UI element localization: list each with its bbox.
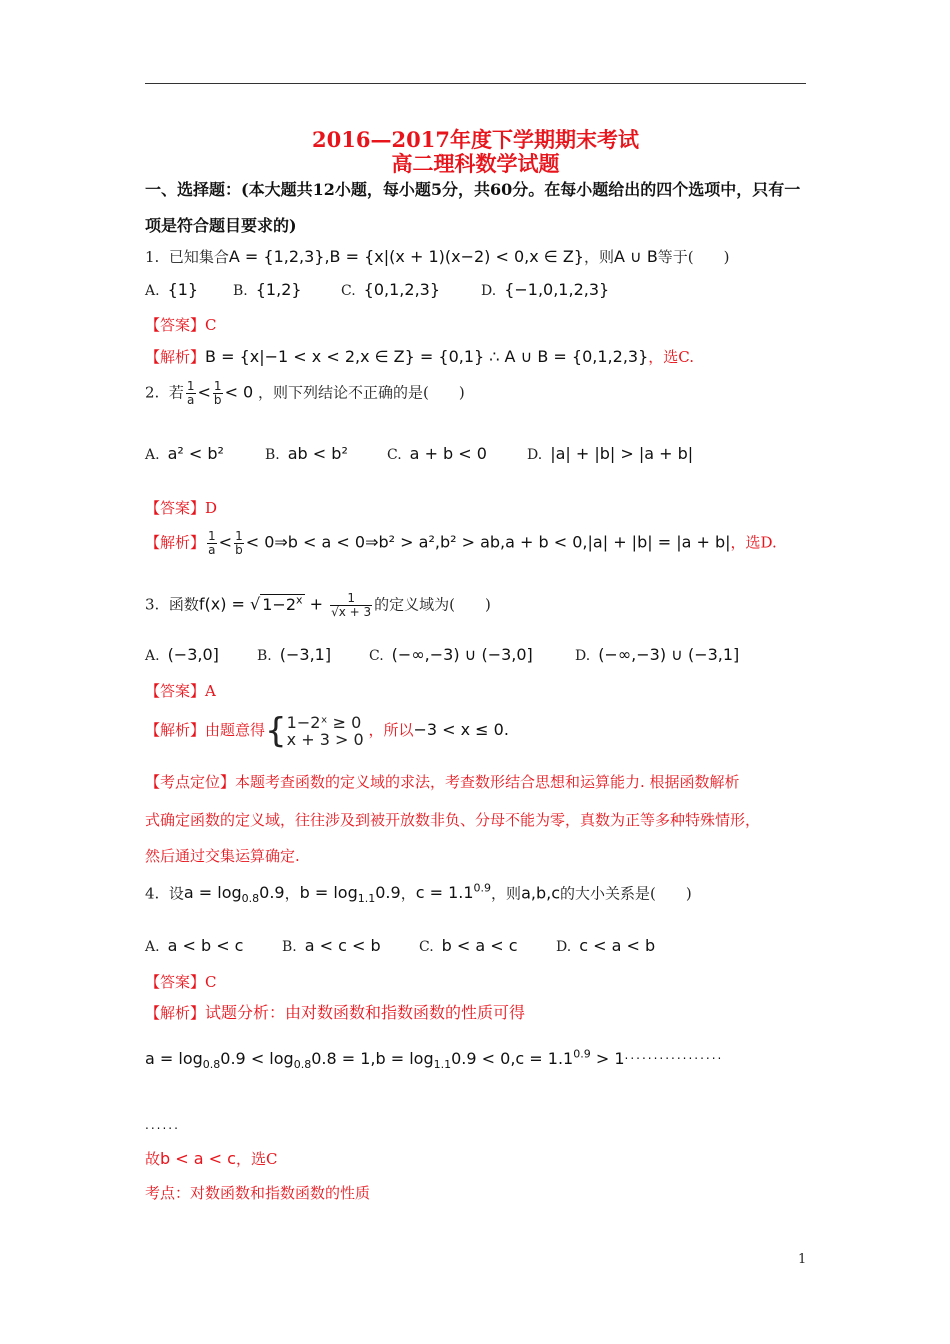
options-row bbox=[145, 936, 655, 955]
option-b bbox=[233, 280, 341, 299]
exam-title: 2016—2017年度下学期期末考试 bbox=[312, 127, 639, 152]
answer-3 bbox=[145, 680, 216, 701]
analysis-tag: 【解析】 bbox=[145, 1004, 206, 1022]
option-text: ab < b² bbox=[287, 444, 348, 463]
option-label: A. bbox=[145, 283, 160, 299]
option-text: a² < b² bbox=[167, 444, 224, 463]
option-text: b < a < c bbox=[441, 936, 518, 955]
options-row bbox=[145, 444, 693, 463]
analysis-3 bbox=[145, 711, 509, 751]
option-d bbox=[481, 280, 609, 299]
set-definition: A = {1,2,3},B = {x|(x + 1)(x−2) < 0,x ∈ Z} bbox=[228, 247, 584, 266]
analysis-end: ，选D. bbox=[730, 533, 777, 552]
analysis-text: ，所以 bbox=[368, 721, 414, 739]
kaodian-1 bbox=[145, 771, 740, 792]
question-text: 等于( ) bbox=[657, 248, 730, 266]
answer-tag: 【答案】 bbox=[145, 499, 206, 517]
fraction-1-over-sqrt: $\frac{1}{√x + 3}$ bbox=[331, 591, 372, 619]
option-label: A. bbox=[145, 939, 160, 955]
options-row bbox=[145, 280, 609, 299]
question-number: 2. bbox=[145, 383, 160, 402]
option-text: (−3,0] bbox=[167, 645, 219, 664]
inequality-system bbox=[287, 714, 364, 748]
kaodian-tag: 【考点定位】 bbox=[145, 773, 236, 791]
question-text: ，则 bbox=[583, 248, 614, 266]
fraction-1-over-b: $\frac{1}{b}$ bbox=[213, 379, 222, 407]
option-text: {0,1,2,3} bbox=[363, 280, 441, 299]
conclusion-text: 故 bbox=[145, 1150, 161, 1168]
option-label: B. bbox=[257, 648, 272, 664]
system-line: x + 3 > 0 bbox=[286, 730, 364, 749]
option-text: a < c < b bbox=[304, 936, 381, 955]
question-text: ，则 bbox=[491, 884, 522, 903]
dot-leader: ................. bbox=[624, 1048, 724, 1062]
option-label: A. bbox=[145, 648, 160, 664]
option-text: c < a < b bbox=[579, 936, 656, 955]
answer-value: C bbox=[205, 316, 217, 334]
question-2: 2. 若 $\frac{1}{a}$ < $\frac{1}{b}$ < 0 ，则下列结论不正确的是( ) bbox=[145, 379, 465, 407]
question-number: 3. bbox=[145, 595, 160, 614]
option-b bbox=[257, 645, 369, 664]
header-rule bbox=[145, 83, 806, 84]
dot-leader-cont: ...... bbox=[145, 1118, 180, 1132]
answer-1 bbox=[145, 314, 217, 335]
option-label: C. bbox=[419, 939, 434, 955]
question-text: 已知集合 bbox=[168, 248, 229, 266]
analysis-tag: 【解析】 bbox=[145, 533, 206, 552]
brace-symbol: { bbox=[265, 711, 287, 751]
option-d bbox=[556, 936, 655, 955]
question-number: 4. bbox=[145, 884, 160, 903]
union-expression: A ∪ B bbox=[613, 247, 658, 266]
option-a bbox=[145, 280, 233, 299]
question-text: ，则下列结论不正确的是( ) bbox=[258, 383, 465, 402]
value-c: $c = 1.1^{0.9}$ bbox=[415, 882, 492, 903]
option-label: C. bbox=[369, 648, 384, 664]
question-1 bbox=[145, 246, 730, 267]
option-label: C. bbox=[387, 447, 402, 463]
option-c bbox=[419, 936, 556, 955]
option-label: B. bbox=[265, 447, 280, 463]
analysis-text: 由题意得 bbox=[205, 721, 266, 739]
question-text: 若 bbox=[168, 383, 184, 402]
analysis-end: ，选C. bbox=[648, 348, 694, 366]
analysis-text: < 0⇒b < a < 0⇒b² > a²,b² > ab,a + b < 0,|a| + |b| = |a + b| bbox=[245, 532, 731, 552]
section-heading: 一、选择题：(本大题共12小题，每小题5分，共60分。在每小题给出的四个选项中，只有一 bbox=[145, 180, 801, 199]
conclusion-text: ，选C bbox=[235, 1150, 278, 1168]
value-a: $a = \log_{0.8}0.9$ bbox=[183, 883, 285, 906]
analysis-text: B = {x|−1 < x < 2,x ∈ Z} = {0,1} ∴ A ∪ B = {0,1,2,3} bbox=[205, 347, 649, 366]
value-b: $b = \log_{1.1}0.9$ bbox=[299, 883, 401, 906]
question-text: 的定义域为( ) bbox=[374, 595, 491, 614]
option-text: a < b < c bbox=[167, 936, 244, 955]
option-label: B. bbox=[282, 939, 297, 955]
option-label: D. bbox=[481, 283, 497, 299]
conclusion bbox=[145, 1148, 277, 1169]
analysis-1 bbox=[145, 346, 694, 367]
option-d bbox=[527, 444, 693, 463]
answer-value: C bbox=[205, 973, 217, 991]
option-b bbox=[265, 444, 387, 463]
option-text: {1} bbox=[167, 280, 199, 299]
option-c bbox=[369, 645, 575, 664]
question-text: 函数 bbox=[168, 595, 199, 614]
option-a bbox=[145, 936, 282, 955]
fraction-1-over-a: $\frac{1}{a}$ bbox=[208, 529, 216, 557]
answer-value: D bbox=[205, 499, 218, 517]
option-label: D. bbox=[575, 648, 591, 664]
option-text: |a| + |b| > |a + b| bbox=[550, 444, 694, 463]
option-text: (−∞,−3) ∪ (−3,0] bbox=[391, 645, 533, 664]
option-text: a + b < 0 bbox=[409, 444, 487, 463]
option-label: D. bbox=[556, 939, 572, 955]
analysis-4 bbox=[145, 1000, 525, 1023]
fraction-1-over-b: $\frac{1}{b}$ bbox=[235, 529, 243, 557]
option-text: (−∞,−3) ∪ (−3,1] bbox=[598, 645, 740, 664]
option-a bbox=[145, 444, 265, 463]
page-number: 1 bbox=[798, 1252, 807, 1267]
question-text: 的大小关系是( ) bbox=[560, 884, 692, 903]
option-label: B. bbox=[233, 283, 248, 299]
option-label: A. bbox=[145, 447, 160, 463]
analysis-tag: 【解析】 bbox=[145, 721, 206, 739]
option-c bbox=[341, 280, 481, 299]
question-number: 1. bbox=[145, 248, 160, 266]
fraction-1-over-a: $\frac{1}{a}$ bbox=[186, 379, 195, 407]
analysis-2: 【解析】 $\frac{1}{a}$ < $\frac{1}{b}$ < 0⇒b < a < 0⇒b² > a²,b² > ab,a + b < 0,|a| + |b| = |a + b|，选D. bbox=[145, 529, 777, 557]
answer-value: A bbox=[205, 682, 216, 700]
option-c bbox=[387, 444, 527, 463]
option-a bbox=[145, 645, 257, 664]
kaodian-4: 考点：对数函数和指数函数的性质 bbox=[145, 1184, 371, 1202]
analysis-tag: 【解析】 bbox=[145, 348, 206, 366]
option-b bbox=[282, 936, 419, 955]
option-text: (−3,1] bbox=[279, 645, 332, 664]
kaodian-text: 本题考查函数的定义域的求法，考查数形结合思想和运算能力. 根据函数解析 bbox=[235, 773, 740, 791]
option-d bbox=[575, 645, 739, 664]
options-row bbox=[145, 645, 739, 664]
answer-2 bbox=[145, 497, 217, 518]
question-3 bbox=[145, 592, 491, 619]
answer-tag: 【答案】 bbox=[145, 973, 206, 991]
kaodian-2: 式确定函数的定义域，往往涉及到被开放数非负、分母不能为零，真数为正等多种特殊情形， bbox=[145, 811, 761, 829]
section-heading-cont: 项是符合题目要求的) bbox=[145, 216, 297, 235]
analysis-text: 试题分析：由对数函数和指数函数的性质可得 bbox=[205, 1003, 526, 1022]
kaodian-3: 然后通过交集运算确定. bbox=[145, 847, 300, 865]
analysis-result: −3 < x ≤ 0. bbox=[413, 720, 509, 739]
option-label: C. bbox=[341, 283, 356, 299]
conclusion-expr: b < a < c bbox=[160, 1149, 236, 1168]
question-text: 设 bbox=[168, 884, 184, 903]
analysis-derivation bbox=[145, 1048, 723, 1072]
derivation-formula: $a = \log_{0.8}0.9 < \log_{0.8}0.8 = 1,b = \log_{1.1}0.9 < 0,c = 1.1^{0.9} > 1$ bbox=[145, 1048, 625, 1072]
function-definition: f(x) = √ $1-2^x$ + bbox=[198, 593, 329, 614]
answer-tag: 【答案】 bbox=[145, 316, 206, 334]
option-label: D. bbox=[527, 447, 543, 463]
variables: a,b,c bbox=[521, 883, 560, 903]
exam-subtitle: 高二理科数学试题 bbox=[391, 151, 560, 176]
system-line: 1−2ˣ ≥ 0 bbox=[286, 713, 362, 732]
answer-tag: 【答案】 bbox=[145, 682, 206, 700]
option-text: {−1,0,1,2,3} bbox=[504, 280, 610, 299]
option-text: {1,2} bbox=[255, 280, 302, 299]
answer-4 bbox=[145, 971, 217, 992]
question-4: 4. 设$a = \log_{0.8}0.9$，$b = \log_{1.1}0.9$，$c = 1.1^{0.9}$，则a,b,c的大小关系是( ) bbox=[145, 882, 692, 906]
